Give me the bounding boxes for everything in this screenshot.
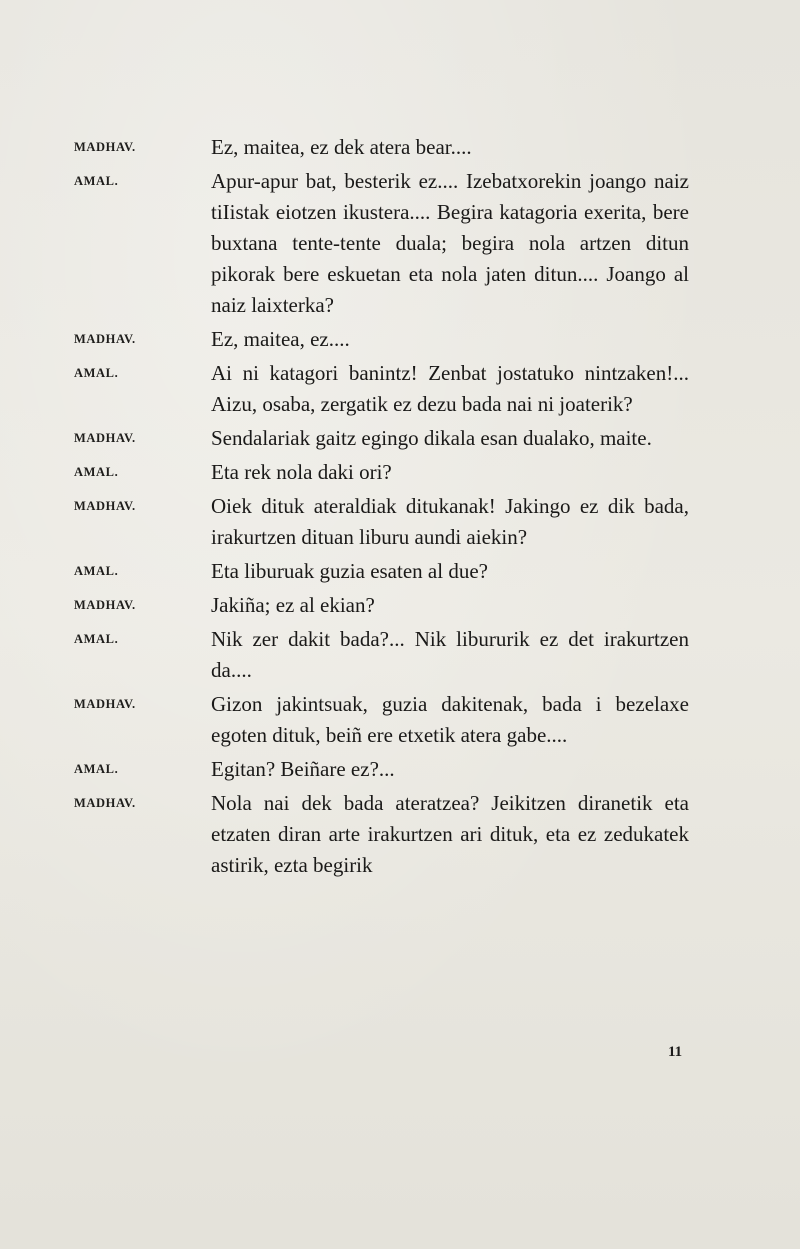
dialogue-entry [0,491,800,553]
dialogue-entry [0,689,800,751]
dialogue-entry [0,556,800,587]
page-number: 11 [668,1044,683,1060]
dialogue-line: Oiek dituk ateraldiak ditukanak! Jakingo ez dik bada, irakurtzen dituan liburu aundi aiekin? [211,494,689,549]
speaker-label: AMAL. [74,366,119,380]
dialogue-entry [0,457,800,488]
dialogue-entry [0,590,800,621]
dialogue-line: Nola nai dek bada ateratzea? Jeikitzen diranetik eta etzaten diran arte irakurtzen ari dituk, eta ez zedukatek astirik, ezta begirik [211,791,689,877]
dialogue-line: Jakiña; ez al ekian? [211,593,375,617]
dialogue-line: Nik zer dakit bada?... Nik libururik ez det irakurtzen da.... [211,627,689,682]
dialogue-entry [0,423,800,454]
speaker-label: MADHAV. [74,697,136,711]
dialogue-line: Gizon jakintsuak, guzia dakitenak, bada i bezelaxe egoten dituk, beiñ ere etxetik atera gabe.... [211,692,689,747]
speaker-label: AMAL. [74,465,119,479]
dialogue-line: Ez, maitea, ez dek atera bear.... [211,135,472,159]
speaker-label: MADHAV. [74,598,136,612]
dialogue-entry [0,624,800,686]
dialogue-entry [0,788,800,881]
dialogue-line: Eta liburuak guzia esaten al due? [211,559,488,583]
speaker-label: AMAL. [74,762,119,776]
dialogue-entry [0,324,800,355]
speaker-label: MADHAV. [74,796,136,810]
dialogue-entry [0,132,800,163]
speaker-label: AMAL. [74,564,119,578]
speaker-label: MADHAV. [74,499,136,513]
speaker-label: MADHAV. [74,332,136,346]
dialogue-line: Ai ni katagori banintz! Zenbat jostatuko nintzaken!... Aizu, osaba, zergatik ez dezu bada nai ni joaterik? [211,361,689,416]
speaker-label: AMAL. [74,632,119,646]
dialogue-entry [0,166,800,321]
dialogue-line: Sendalariak gaitz egingo dikala esan dualako, maite. [211,426,652,450]
dialogue-line: Eta rek nola daki ori? [211,460,392,484]
dialogue-entry [0,754,800,785]
dialogue-line: Ez, maitea, ez.... [211,327,350,351]
dialogue-line: Egitan? Beiñare ez?... [211,757,395,781]
speaker-label: MADHAV. [74,140,136,154]
dialogue-block [0,132,800,884]
dialogue-entry [0,358,800,420]
dialogue-line: Apur-apur bat, besterik ez.... Izebatxorekin joango naiz tiIistak eiotzen ikustera.... Begira katagoria exerita, bere buxtana tente-tente duala; begira nola artzen ditun pikorak bere eskuetan eta nola jaten ditun.... Joango al naiz laixterka? [211,169,689,317]
speaker-label: AMAL. [74,174,119,188]
speaker-label: MADHAV. [74,431,136,445]
